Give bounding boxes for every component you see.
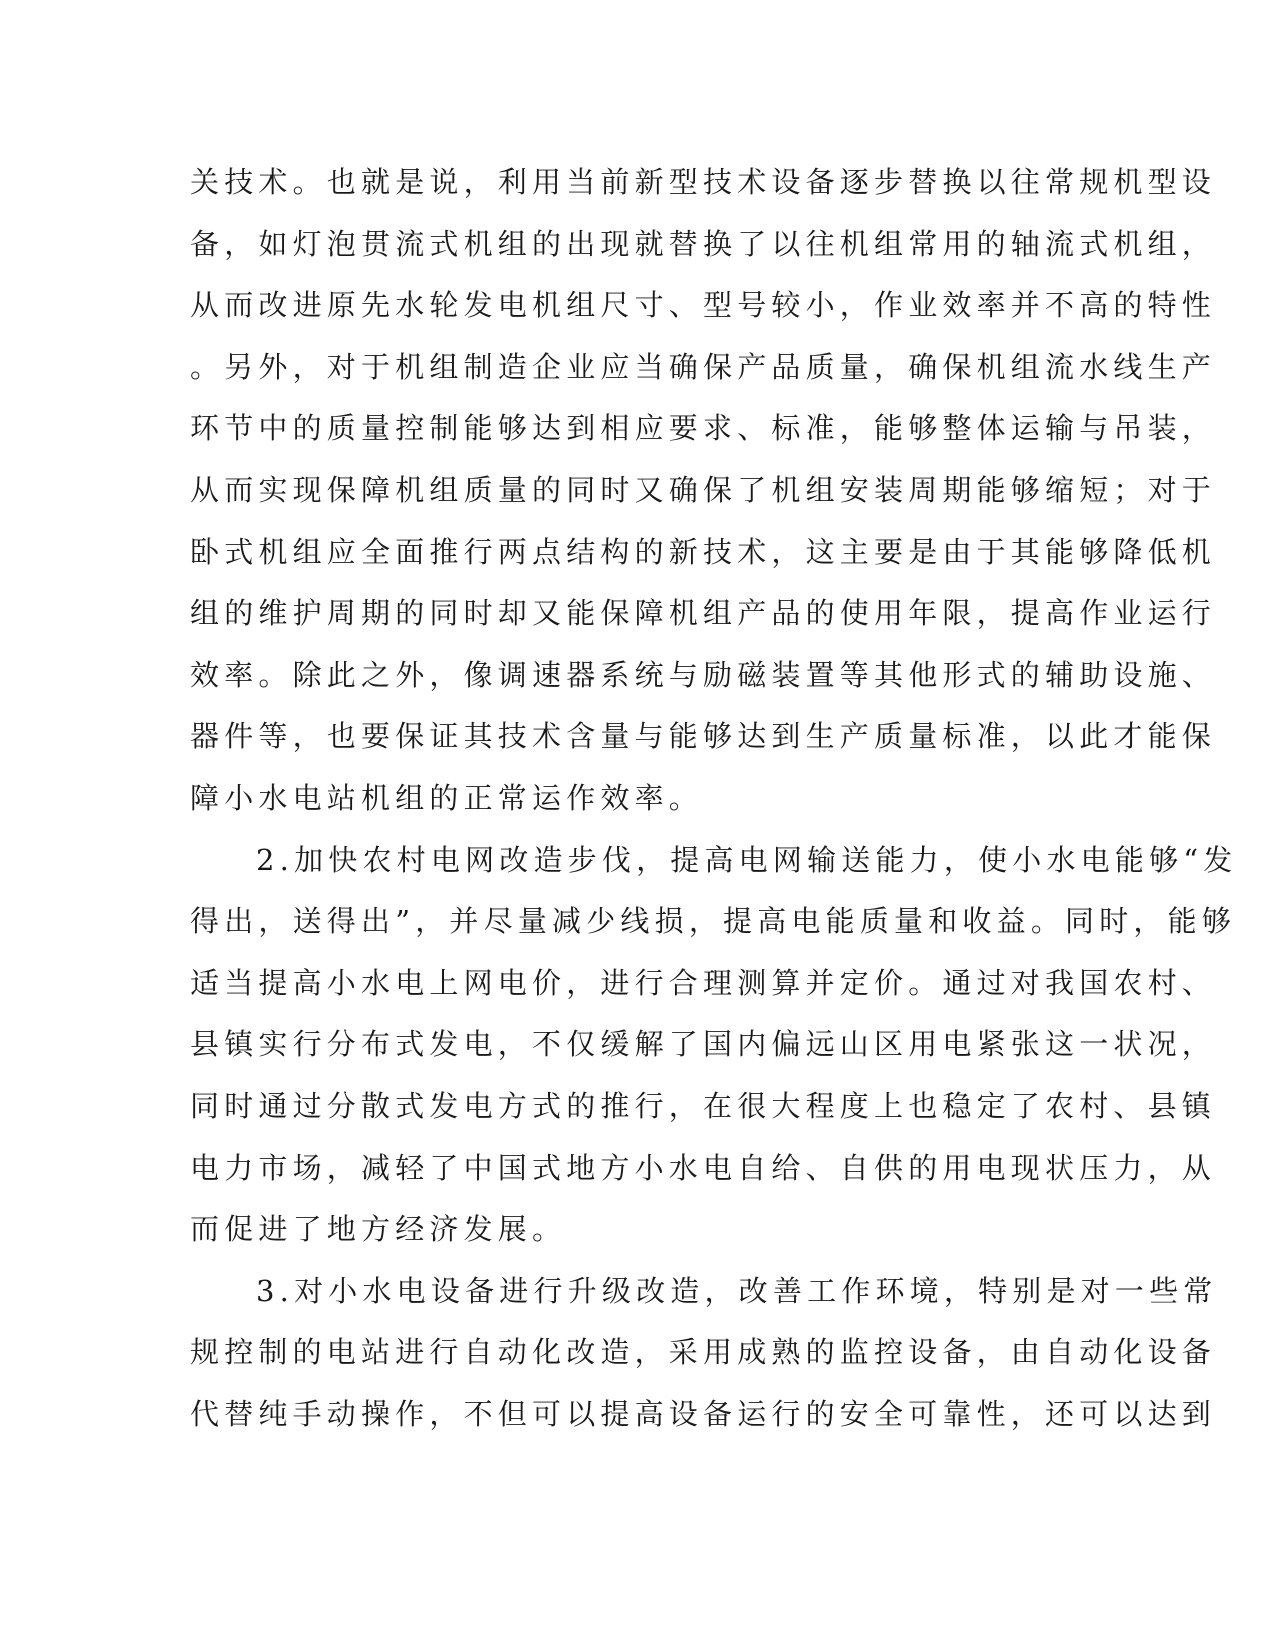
text-line: 器件等，也要保证其技术含量与能够达到生产质量标准，以此才能保 (190, 719, 1217, 754)
paragraph-3-first-line: 3.对小水电设备进行升级改造，改善工作环境，特别是对一些常 (256, 1273, 1218, 1308)
text-line: 。另外，对于机组制造企业应当确保产品质量，确保机组流水线生产 (190, 349, 1217, 384)
text-line: 同时通过分散式发电方式的推行，在很大程度上也稳定了农村、县镇 (190, 1088, 1217, 1123)
text-line: 效率。除此之外，像调速器系统与励磁装置等其他形式的辅助设施、 (190, 657, 1217, 692)
body-text (190, 152, 1238, 1445)
text-line: 组的维护周期的同时却又能保障机组产品的使用年限，提高作业运行 (190, 596, 1217, 631)
text-line: 代替纯手动操作，不但可以提高设备运行的安全可靠性，还可以达到 (190, 1396, 1217, 1431)
paragraph-2-first-line: 2.加快农村电网改造步伐，提高电网输送能力，使小水电能够“发 (256, 842, 1238, 877)
text-line: 而促进了地方经济发展。 (190, 1212, 567, 1247)
text-line: 卧式机组应全面推行两点结构的新技术，这主要是由于其能够降低机 (190, 534, 1217, 569)
text-line: 得出，送得出”，并尽量减少线损，提高电能质量和收益。同时，能够 (190, 904, 1237, 939)
text-line: 环节中的质量控制能够达到相应要求、标准，能够整体运输与吊装， (190, 411, 1217, 446)
text-line: 障小水电站机组的正常运作效率。 (190, 780, 704, 815)
text-line: 关技术。也就是说，利用当前新型技术设备逐步替换以往常规机型设 (190, 165, 1217, 199)
text-line: 适当提高小水电上网电价，进行合理测算并定价。通过对我国农村、 (190, 965, 1217, 1000)
text-line: 从而实现保障机组质量的同时又确保了机组安装周期能够缩短；对于 (190, 472, 1217, 507)
text-line: 电力市场，减轻了中国式地方小水电自给、自供的用电现状压力，从 (190, 1150, 1217, 1185)
text-line: 规控制的电站进行自动化改造，采用成熟的监控设备，由自动化设备 (190, 1335, 1217, 1370)
text-line: 县镇实行分布式发电，不仅缓解了国内偏远山区用电紧张这一状况， (190, 1027, 1217, 1062)
text-line: 备，如灯泡贯流式机组的出现就替换了以往机组常用的轴流式机组， (190, 226, 1217, 261)
text-line: 从而改进原先水轮发电机组尺寸、型号较小，作业效率并不高的特性 (190, 288, 1217, 323)
